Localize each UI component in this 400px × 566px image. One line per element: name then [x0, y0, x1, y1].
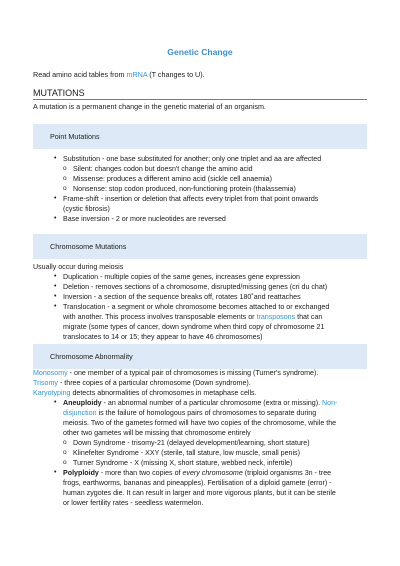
document-title: Genetic Change	[167, 47, 233, 57]
chromosome-mutations-band	[33, 234, 367, 259]
chromosome-abnormality-band	[33, 344, 367, 369]
nondisjunction-link: Non-	[322, 399, 338, 407]
monosomy-line	[33, 368, 318, 378]
list-item: • Deletion - removes sections of a chromosome, disrupted/missing genes (cri du chat)	[63, 282, 327, 292]
list-item-continued: migrate (some types of cancer, down syndrome when third copy of chromosome 21	[63, 323, 325, 331]
list-item	[63, 398, 337, 408]
list-item: • Inversion - a section of the sequence breaks off, rotates 180˚and reattaches	[63, 292, 301, 302]
list-subitem: o Missense: produces a different amino acid (sickle cell anaemia)	[73, 174, 272, 184]
mutations-definition: A mutation is a permanent change in the genetic material of an organism.	[33, 102, 266, 111]
text-segment: (triploid organisms 3n - tree	[242, 469, 332, 477]
point-mutations-heading: Point Mutations	[50, 132, 100, 141]
list-subitem: o Down Syndrome - trisomy-21 (delayed development/learning, short stature)	[73, 438, 310, 448]
mrna-link: mRNA	[126, 70, 148, 79]
list-item: • Translocation - a segment or whole chromosome becomes attached to or exchanged	[63, 302, 329, 312]
text-segment: with another. This process involves transposable elements or	[63, 313, 257, 321]
list-item: • Base inversion - 2 or more nucleotides are reversed	[63, 214, 226, 224]
point-mutations-band	[33, 124, 367, 149]
chromosome-mutations-heading: Chromosome Mutations	[50, 242, 127, 251]
list-item-continued: human zygotes die. It can result in larger and more vigorous plants, but it can be sterile	[63, 489, 336, 497]
intro-pre: Read amino acid tables from	[33, 70, 127, 79]
text-segment: - one member of a typical pair of chromosomes is missing (Turner's syndrome).	[67, 369, 319, 377]
text-segment: every chromosome	[182, 469, 243, 477]
list-item-continued: frogs, earthworms, bananas and pineapples). Fertilisation of a diploid gamete (error) -	[63, 479, 332, 487]
list-item-continued: meiosis. Two of the gametes formed will have two copies of the chromosome, while the	[63, 419, 337, 427]
chromosome-abnormality-heading: Chromosome Abnormality	[50, 352, 133, 361]
text-segment: detects abnormalities of chromosomes in metaphase cells.	[70, 389, 257, 397]
polyploidy-term: Polyploidy	[63, 469, 99, 477]
list-item-continued: other two gametes will be missing that chromosome entirely	[63, 429, 251, 437]
heading-rule	[33, 99, 367, 100]
list-item-continued	[63, 408, 316, 418]
aneuploidy-term: Aneuploidy	[63, 399, 102, 407]
trisomy-link: Trisomy	[33, 379, 58, 387]
list-subitem: o Klinefelter Syndrome - XXY (sterile, tall stature, low muscle, small penis)	[73, 448, 300, 458]
list-item: • Frame-shift - insertion or deletion that affects every triplet from that point onwards	[63, 194, 318, 204]
list-item-continued: (cystic fibrosis)	[63, 205, 110, 213]
karyotyping-line	[33, 388, 257, 398]
list-item-continued: translocates to 14 or 15; they appear to have 46 chromosomes)	[63, 333, 263, 341]
intro-post: (T changes to U).	[147, 70, 205, 79]
list-item: • Substitution - one base substituted for another; only one triplet and aa are affected	[63, 154, 321, 164]
text-segment: - more than two copies of	[98, 469, 183, 477]
list-subitem: o Nonsense: stop codon produced, non-functioning protein (thalassemia)	[73, 184, 296, 194]
intro-text	[33, 70, 205, 79]
text-segment: - three copies of a particular chromosome (Down syndrome).	[57, 379, 251, 387]
trisomy-line	[33, 378, 251, 388]
transposons-link: transposons	[256, 313, 296, 321]
monosomy-link: Monosomy	[33, 369, 68, 377]
karyotyping-link: Karyotyping	[33, 389, 71, 397]
chromosome-lead: Usually occur during meiosis	[33, 263, 124, 271]
text-segment: - an abnormal number of a particular chromosome (extra or missing).	[101, 399, 323, 407]
list-item: • Duplication - multiple copies of the same genes, increases gene expression	[63, 272, 300, 282]
mutations-heading: MUTATIONS	[33, 88, 85, 98]
nondisjunction-link: disjunction	[63, 409, 97, 417]
list-item-continued	[63, 312, 322, 322]
list-item-continued: or lower fertility rates - seedless watermelon.	[63, 499, 204, 507]
text-segment: is the failure of homologous pairs of chromosomes to separate during	[96, 409, 317, 417]
list-item	[63, 468, 331, 478]
text-segment: that can	[295, 313, 323, 321]
list-subitem: o Silent: changes codon but doesn't change the amino acid	[73, 164, 253, 174]
list-subitem: o Turner Syndrome - X (missing X, short stature, webbed neck, infertile)	[73, 458, 292, 468]
